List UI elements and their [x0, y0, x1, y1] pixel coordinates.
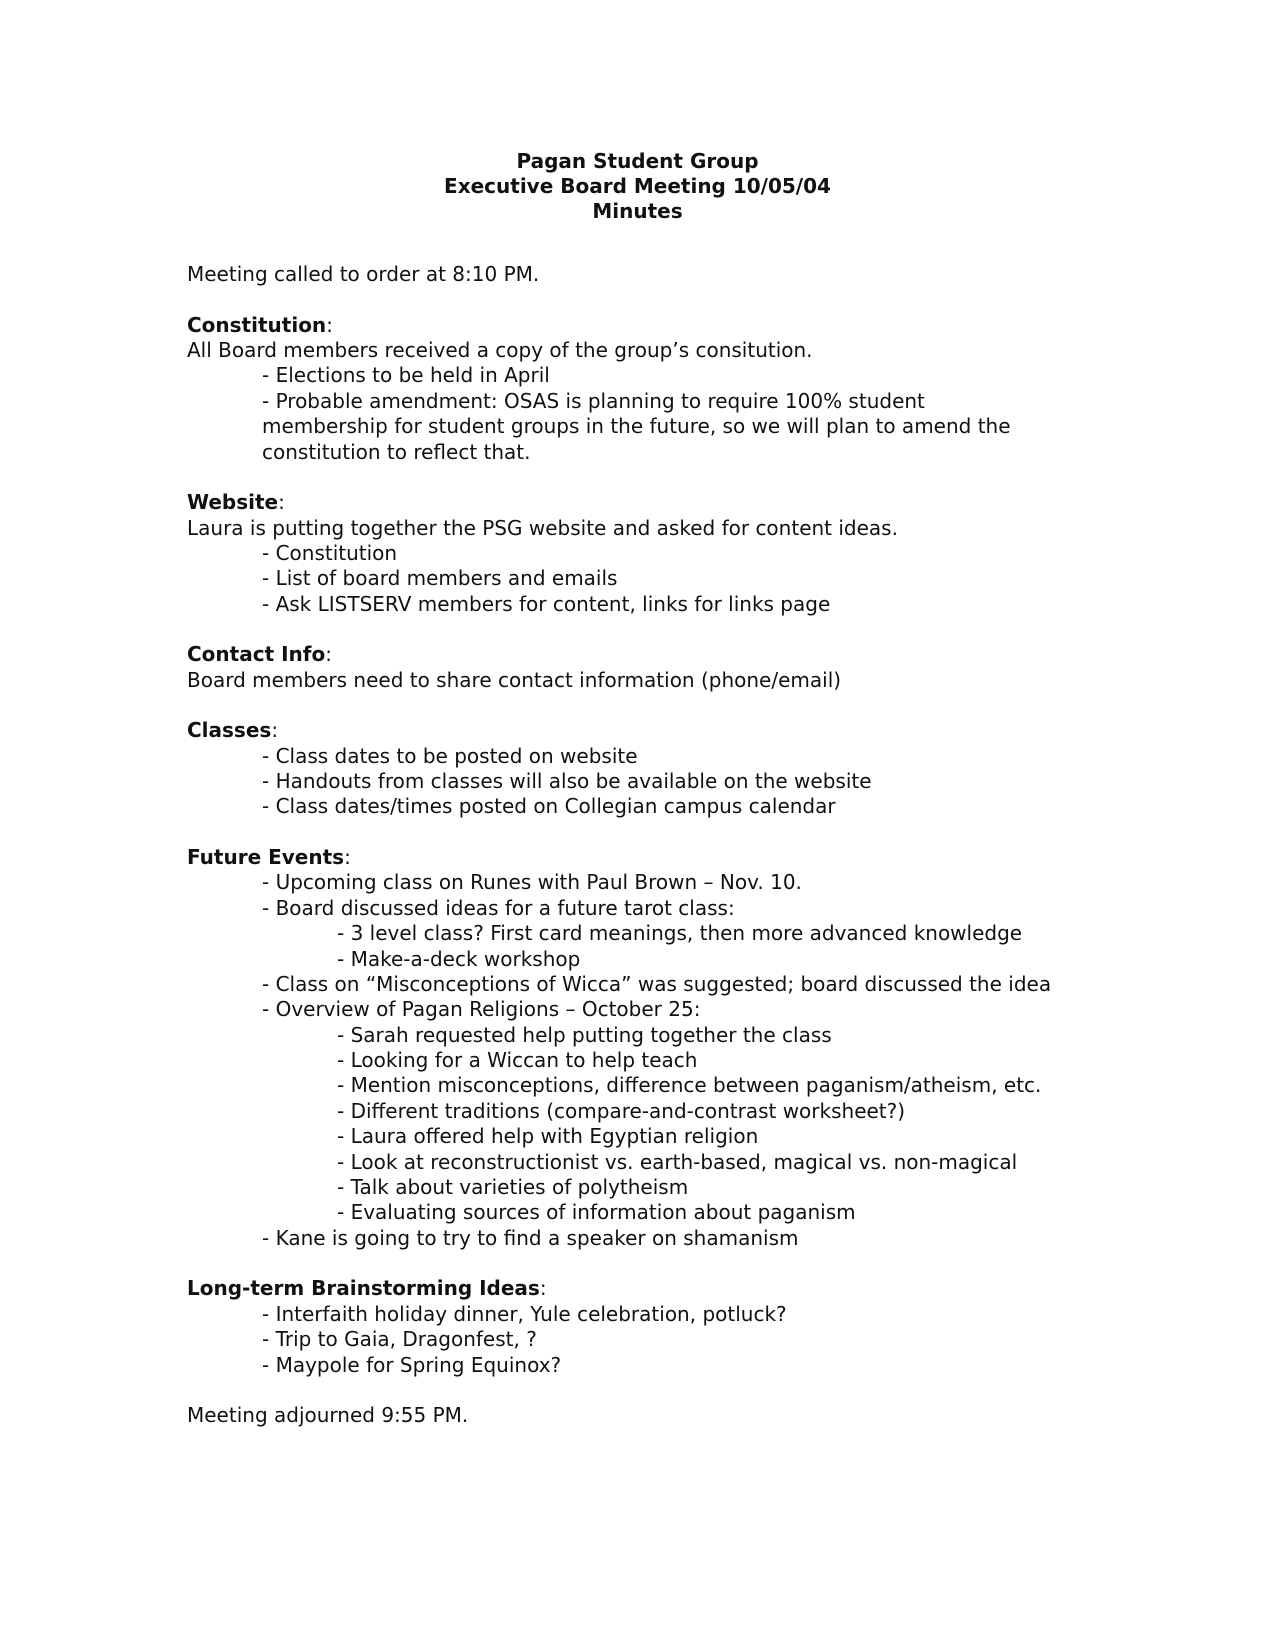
sub-list-item: - Evaluating sources of information about paganism	[337, 1200, 856, 1225]
meeting-title: Executive Board Meeting 10/05/04	[444, 174, 831, 198]
contact-heading: Contact Info:	[187, 642, 332, 667]
sub-list-item: - Laura offered help with Egyptian religion	[337, 1124, 759, 1149]
minutes-body	[187, 262, 1197, 1429]
org-name: Pagan Student Group	[516, 149, 759, 173]
list-item: - Ask LISTSERV members for content, links for links page	[262, 591, 831, 616]
constitution-heading: Constitution:	[187, 312, 333, 337]
list-item: - Constitution	[262, 540, 398, 565]
list-item: - Kane is going to try to find a speaker on shamanism	[262, 1225, 799, 1250]
list-item: - Probable amendment: OSAS is planning to require 100% student	[262, 388, 925, 413]
list-item: - Board discussed ideas for a future tarot class:	[262, 895, 735, 920]
future-events-heading: Future Events:	[187, 844, 351, 869]
list-item-continuation: constitution to reflect that.	[262, 439, 531, 464]
sub-list-item: - Look at reconstructionist vs. earth-based, magical vs. non-magical	[337, 1149, 1018, 1174]
sub-list-item: - Sarah requested help putting together the class	[337, 1022, 832, 1047]
contact-intro: Board members need to share contact information (phone/email)	[187, 667, 842, 692]
sub-list-item: - Different traditions (compare-and-contrast worksheet?)	[337, 1098, 906, 1123]
list-item-continuation: membership for student groups in the future, so we will plan to amend the	[262, 414, 1011, 439]
list-item: - Interfaith holiday dinner, Yule celebration, potluck?	[262, 1301, 787, 1326]
list-item: - Class on “Misconceptions of Wicca” was suggested; board discussed the idea	[262, 971, 1052, 996]
sub-list-item: - Mention misconceptions, difference between paganism/atheism, etc.	[337, 1073, 1042, 1098]
list-item: - Trip to Gaia, Dragonfest, ?	[262, 1327, 537, 1352]
constitution-intro: All Board members received a copy of the group’s consitution.	[187, 337, 813, 362]
document-type: Minutes	[592, 199, 683, 223]
list-item: - Class dates to be posted on website	[262, 743, 638, 768]
list-item: - Class dates/times posted on Collegian campus calendar	[262, 794, 836, 819]
list-item: - Upcoming class on Runes with Paul Brown – Nov. 10.	[262, 870, 802, 895]
opening-statement: Meeting called to order at 8:10 PM.	[187, 262, 540, 286]
closing-statement: Meeting adjourned 9:55 PM.	[187, 1403, 469, 1428]
list-item: - List of board members and emails	[262, 566, 618, 591]
list-item: - Handouts from classes will also be available on the website	[262, 769, 872, 793]
list-item: - Overview of Pagan Religions – October 25:	[262, 997, 701, 1022]
longterm-heading: Long-term Brainstorming Ideas:	[187, 1276, 547, 1301]
list-item: - Elections to be held in April	[262, 363, 550, 388]
website-intro: Laura is putting together the PSG website and asked for content ideas.	[187, 515, 898, 540]
sub-list-item: - Make-a-deck workshop	[337, 946, 581, 971]
sub-list-item: - Looking for a Wiccan to help teach	[337, 1048, 698, 1073]
sub-list-item: - 3 level class? First card meanings, then more advanced knowledge	[337, 921, 1023, 946]
sub-list-item: - Talk about varieties of polytheism	[337, 1175, 689, 1200]
document-header	[0, 149, 1275, 224]
website-heading: Website:	[187, 490, 285, 515]
classes-heading: Classes:	[187, 718, 279, 743]
list-item: - Maypole for Spring Equinox?	[262, 1352, 562, 1377]
